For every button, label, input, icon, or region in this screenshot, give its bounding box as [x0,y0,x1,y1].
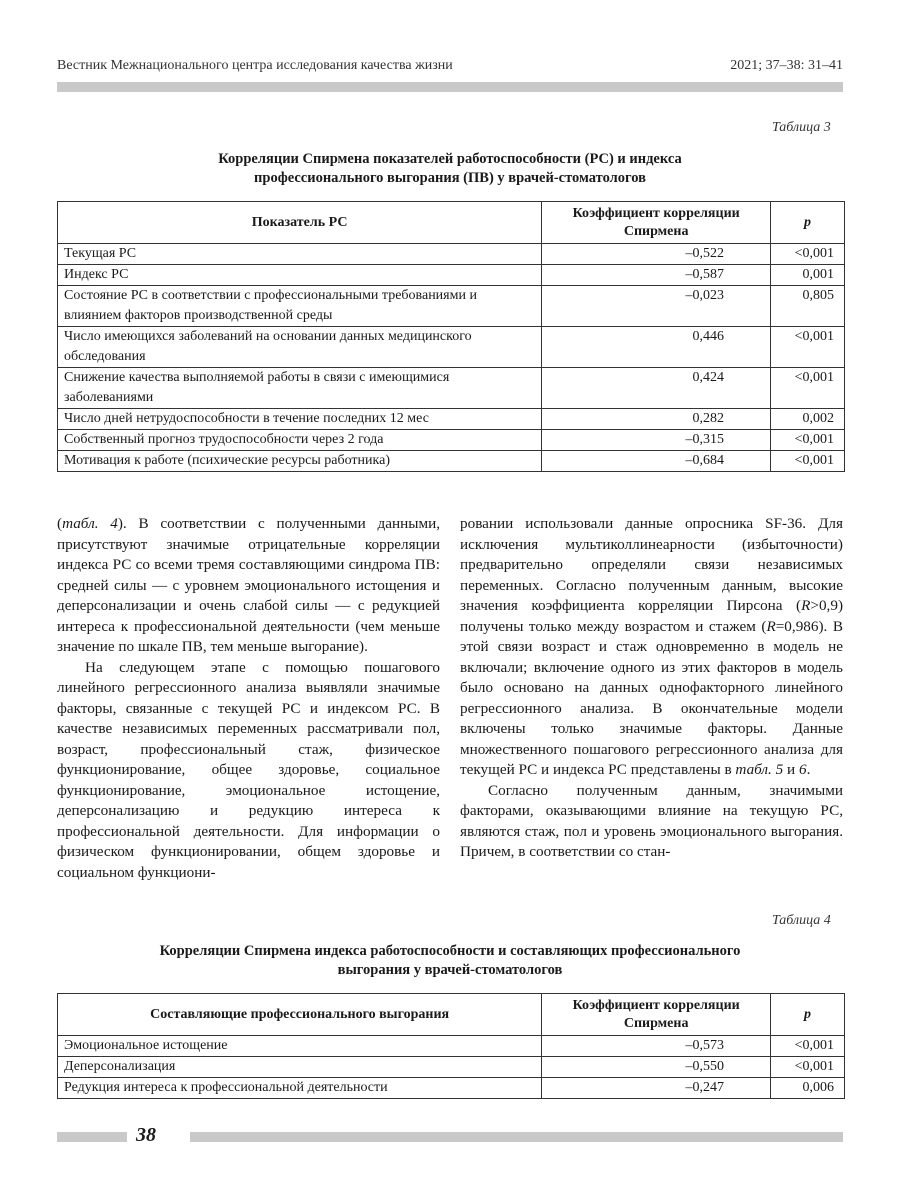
row-p: <0,001 [771,244,845,265]
pearson-r: R [766,617,776,635]
table4-title [57,942,843,980]
table-row [58,1036,845,1057]
row-name: Мотивация к работе (психические ресурсы работника) [58,451,542,472]
table-row [58,286,845,327]
row-p: <0,001 [771,327,845,368]
row-name: Состояние РС в соответствии с профессиональными требованиями и влиянием факторов производственной среды [58,286,542,327]
row-coef: –0,684 [542,451,771,472]
row-name: Число имеющихся заболеваний на основании данных медицинского обследования [58,327,542,368]
table-row [58,244,845,265]
row-coef: –0,247 [542,1078,771,1099]
table4-title-line2: выгорания у врачей-стоматологов [337,962,563,978]
row-coef: –0,550 [542,1057,771,1078]
row-coef: 0,446 [542,327,771,368]
header-divider [57,82,843,92]
table-row [58,1057,845,1078]
row-coef: –0,023 [542,286,771,327]
table3 [57,201,845,472]
table-row [58,430,845,451]
table3-title-line1: Корреляции Спирмена показателей работоспособности (РС) и индекса [218,151,682,167]
row-p: <0,001 [771,451,845,472]
journal-title: Вестник Межнационального центра исследования качества жизни [57,58,453,73]
table3-title-line2: профессионального выгорания (ПВ) у врачей-стоматологов [254,170,646,186]
row-p: <0,001 [771,1036,845,1057]
row-p: 0,001 [771,265,845,286]
table4-col-p: p [771,994,845,1036]
row-name: Деперсонализация [58,1057,542,1078]
row-coef: –0,315 [542,430,771,451]
row-name: Число дней нетрудоспособности в течение последних 12 мес [58,409,542,430]
pearson-r: R [801,597,811,614]
table4-col-coef [542,994,771,1036]
row-name: Снижение качества выполняемой работы в связи с имеющимися заболеваниями [58,368,542,409]
paragraph: (табл. 4). В соответствии с полученными данными, присутствуют значимые отрицательные корреляции индекса РС со всеми тремя составляющими синдрома ПВ: средней силы — с уровнем эмоционального истощения и деперсонализации и очень слабой силы — с редукцией интереса к профессиональной деятельности (чем меньше значение по шкале ПВ, тем меньше выгорание). [57,515,440,655]
row-p: <0,001 [771,430,845,451]
row-coef: –0,587 [542,265,771,286]
row-name: Редукция интереса к профессиональной деятельности [58,1078,542,1099]
table4-title-line1: Корреляции Спирмена индекса работоспособности и составляющих профессионального [159,943,741,959]
table3-label: Таблица 3 [772,120,831,135]
table3-col-coef-line2: Спирмена [623,223,689,239]
table-row [58,265,845,286]
row-p: <0,001 [771,368,845,409]
row-p: <0,001 [771,1057,845,1078]
row-p: 0,006 [771,1078,845,1099]
table-reference: табл. 5 [735,761,784,778]
table3-title [57,150,843,188]
row-coef: –0,522 [542,244,771,265]
table4-label: Таблица 4 [772,913,831,928]
row-name: Собственный прогноз трудоспособности через 2 года [58,430,542,451]
body-left-column [57,514,440,883]
body-right-column [460,514,843,863]
table-row [58,409,845,430]
table4-col-coef-line2: Спирмена [623,1015,689,1031]
table-row [58,1078,845,1099]
row-coef: 0,424 [542,368,771,409]
table3-col-indicator: Показатель РС [58,202,542,244]
row-coef: –0,573 [542,1036,771,1057]
table-row [58,451,845,472]
table-reference: 6 [798,761,807,778]
row-coef: 0,282 [542,409,771,430]
table4-col-coef-line1: Коэффициент корреляции [572,997,740,1013]
row-name: Текущая РС [58,244,542,265]
table4-col-component: Составляющие профессионального выгорания [58,994,542,1036]
running-header [57,58,843,74]
footer-bar-left [57,1132,127,1142]
row-name: Индекс РС [58,265,542,286]
paragraph-text: ). В соответствии с полученными данными, присутствуют значимые отрицательные корреляции индекса РС со всеми тремя составляющими синдрома ПВ: средней силы — с уровнем эмоционального истощения и деперсонализации и очень слабой силы — с редукцией интереса к профессиональной деятельности (чем меньше значение по шкале ПВ, тем меньше выгорание). [57,515,440,655]
footer-bar-right [190,1132,843,1142]
table-reference: табл. 4 [62,515,118,532]
paragraph: ровании использовали данные опросника SF-36. Для исключения мультиколлинеарности (избыточности) предварительно определяли связи независимых переменных. Согласно полученным данным, высокие значения коэффициента корреляции Пирсона (R>0,9) получены только между возрастом и стажем (R=0,986). В этой связи возраст и стаж одновременно в модель не включали; включение одного из этих факторов в модель было основано на данных однофакторного линейного регрессионного анализа. В окончательные модели включены только значимые факторы. Данные множественного пошагового регрессионного анализа для текущей РС и индекса РС представлены в табл. 5 и 6. [460,515,843,778]
row-p: 0,002 [771,409,845,430]
row-p: 0,805 [771,286,845,327]
table4 [57,993,845,1099]
citation: 2021; 37–38: 31–41 [730,58,843,73]
page-number: 38 [136,1124,156,1146]
paragraph: Согласно полученным данным, значимыми факторами, оказывающими влияние на текущую РС, являются стаж, пол и уровень эмоционального выгорания. Причем, в соответствии со стан- [460,781,843,860]
table3-col-p: p [771,202,845,244]
table-row [58,327,845,368]
table3-col-coef [542,202,771,244]
paragraph: На следующем этапе с помощью пошагового линейного регрессионного анализа выявляли значимые факторы, связанные с текущей РС и индексом РС. В качестве независимых переменных рассматривали пол, возраст, профессиональный стаж, физическое функционирование, общее здоровье, социальное функционирование, эмоциональное истощение, деперсонализацию и редукцию интереса к профессиональной деятельности. Для информации о физическом функционировании, общем здоровье и социальном функциони- [57,658,440,881]
row-name: Эмоциональное истощение [58,1036,542,1057]
table3-col-coef-line1: Коэффициент корреляции [572,205,740,221]
table-row [58,368,845,409]
